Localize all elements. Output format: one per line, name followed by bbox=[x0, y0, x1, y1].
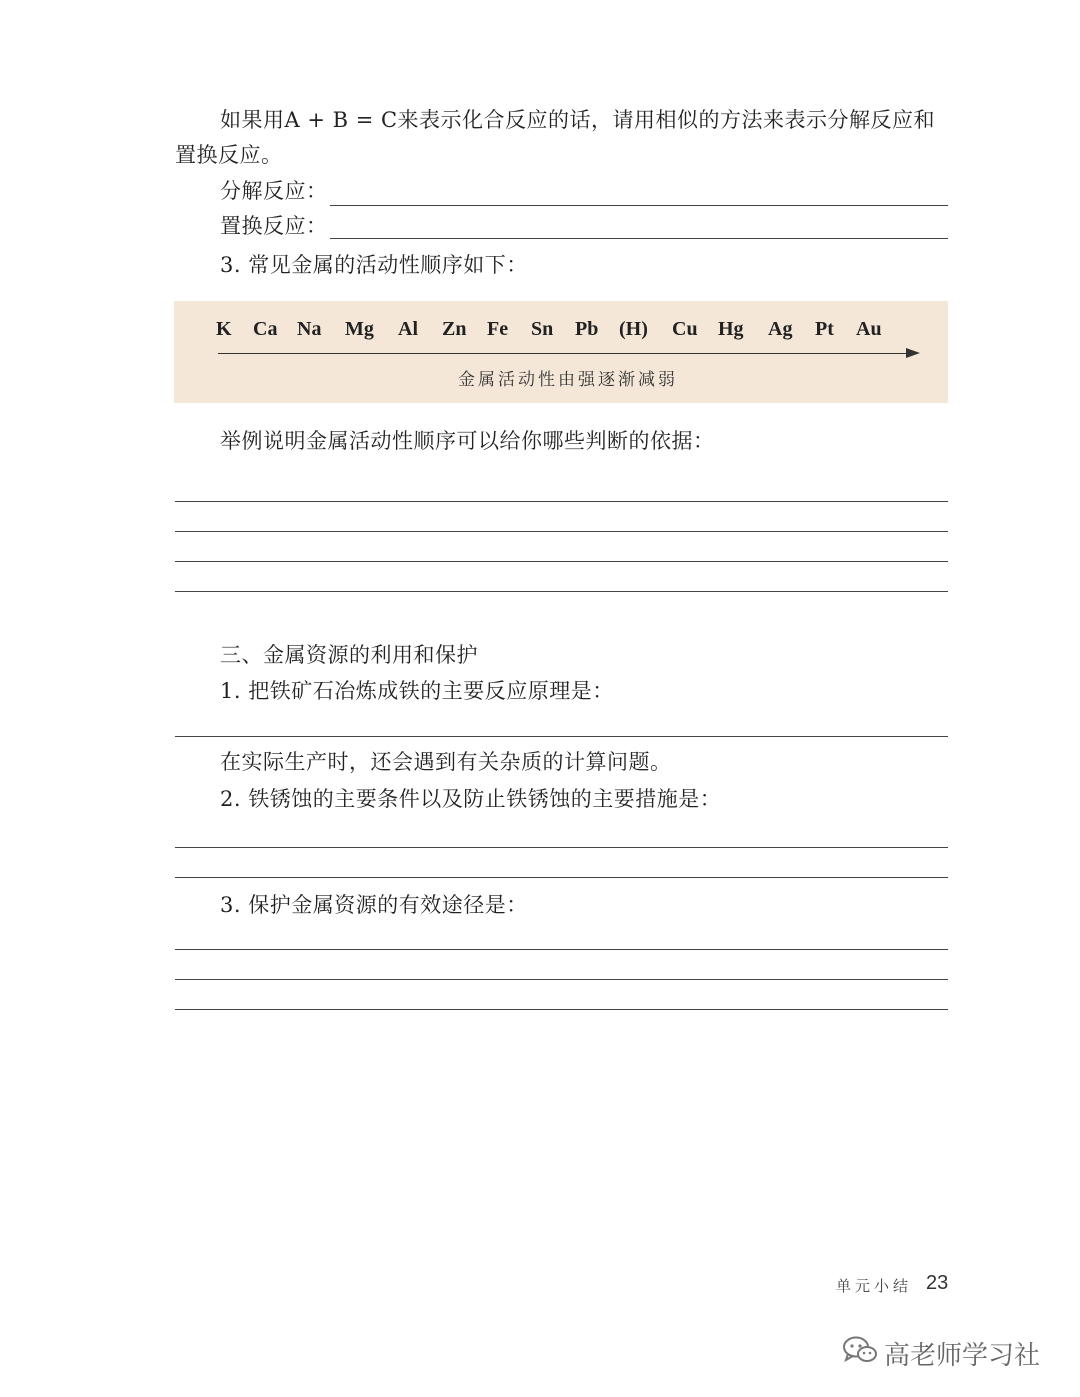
question-3: 3. 保护金属资源的有效途径是： bbox=[220, 893, 528, 917]
intro-line-2: 置换反应。 bbox=[175, 143, 283, 167]
intro-line-1: 如果用A + B = C来表示化合反应的话，请用相似的方法来表示分解反应和 bbox=[220, 108, 936, 132]
answer-line[interactable] bbox=[175, 979, 948, 980]
answer-line[interactable] bbox=[175, 531, 948, 532]
metal-symbol: Na bbox=[297, 318, 322, 340]
metal-symbol: Hg bbox=[718, 318, 744, 340]
impurity-note: 在实际生产时，还会遇到有关杂质的计算问题。 bbox=[220, 750, 672, 774]
metal-symbol: Pt bbox=[815, 318, 834, 340]
answer-line[interactable] bbox=[175, 877, 948, 878]
metal-symbol: Ag bbox=[768, 318, 793, 340]
watermark-text: 高老师学习社 bbox=[884, 1341, 1041, 1371]
question-2: 2. 铁锈蚀的主要条件以及防止铁锈蚀的主要措施是： bbox=[220, 787, 722, 811]
metal-symbol: Au bbox=[856, 318, 882, 340]
decomposition-label: 分解反应： bbox=[220, 179, 328, 203]
answer-line[interactable] bbox=[175, 501, 948, 502]
metal-symbol: K bbox=[216, 318, 232, 340]
question-1: 1. 把铁矿石冶炼成铁的主要反应原理是： bbox=[220, 679, 614, 703]
answer-line[interactable] bbox=[175, 847, 948, 848]
answer-line[interactable] bbox=[175, 561, 948, 562]
answer-line[interactable] bbox=[175, 591, 948, 592]
unit-summary-label: 单元小结 bbox=[836, 1277, 913, 1295]
section-3-title: 三、金属资源的利用和保护 bbox=[220, 643, 478, 667]
metal-symbol: Cu bbox=[672, 318, 698, 340]
decomposition-answer-line[interactable] bbox=[330, 205, 948, 206]
displacement-label: 置换反应： bbox=[220, 214, 328, 238]
metal-symbol: (H) bbox=[619, 318, 648, 340]
arrow-right-icon bbox=[906, 348, 920, 358]
answer-line[interactable] bbox=[175, 736, 948, 737]
metal-symbol: Ca bbox=[253, 318, 278, 340]
activity-caption: 金属活动性由强逐渐减弱 bbox=[458, 370, 678, 390]
activity-arrow-line bbox=[218, 353, 908, 354]
metal-symbol: Zn bbox=[442, 318, 467, 340]
metal-symbol: Pb bbox=[575, 318, 599, 340]
metal-symbol: Mg bbox=[345, 318, 374, 340]
activity-heading: 3. 常见金属的活动性顺序如下： bbox=[220, 253, 528, 277]
answer-line[interactable] bbox=[175, 949, 948, 950]
answer-line[interactable] bbox=[175, 1009, 948, 1010]
wechat-icon bbox=[842, 1335, 878, 1365]
metal-symbol: Al bbox=[398, 318, 418, 340]
activity-question: 举例说明金属活动性顺序可以给你哪些判断的依据： bbox=[220, 429, 715, 453]
metal-symbol: Fe bbox=[487, 318, 509, 340]
page-number: 23 bbox=[926, 1272, 949, 1294]
displacement-answer-line[interactable] bbox=[330, 238, 948, 239]
metal-symbol: Sn bbox=[531, 318, 554, 340]
